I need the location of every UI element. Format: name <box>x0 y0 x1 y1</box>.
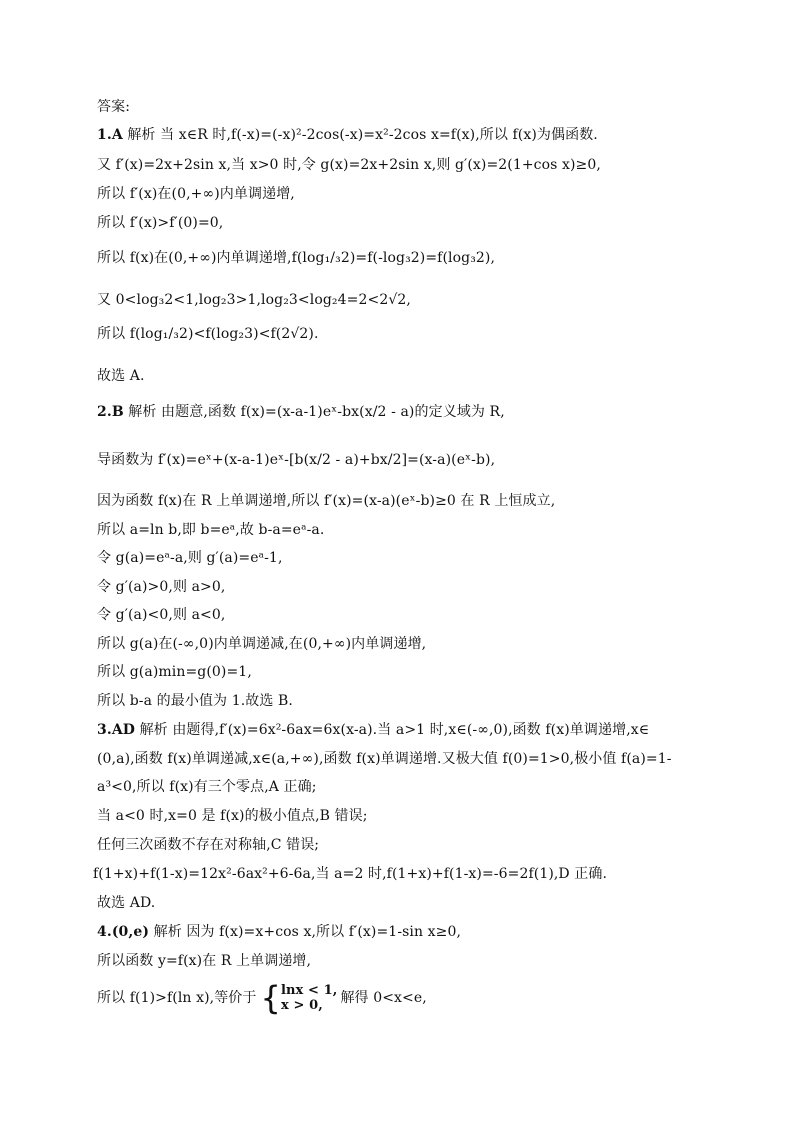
question-number: 3.AD <box>97 722 136 738</box>
line-text: 所以 f(log₁/₃2)<f(log₂3)<f(2√2). <box>97 326 319 342</box>
line-text: 解析 当 x∈R 时,f(-x)=(-x)²-2cos(-x)=x²-2cos x=f(x),所以 f(x)为偶函数. <box>122 127 598 143</box>
answer-line <box>97 634 426 654</box>
question-number: 1.A <box>97 127 123 143</box>
line-text: 故选 AD. <box>97 895 156 911</box>
line-text: 所以 a=ln b,即 b=eᵃ,故 b-a=eᵃ-a. <box>97 522 325 538</box>
line-text: 解析 由题得,f′(x)=6x²-6ax=6x(x-a).当 a>1 时,x∈(-∞,0),函数 f(x)单调递增,x∈ <box>135 722 650 738</box>
line-text: 解得 0<x<e, <box>340 990 427 1006</box>
line-text: 任何三次函数不存在对称轴,C 错误; <box>97 837 320 853</box>
answer-line <box>97 662 252 682</box>
answer-line <box>97 806 368 826</box>
answer-line <box>97 290 411 310</box>
answer-line <box>97 491 555 511</box>
answer-line <box>93 864 607 884</box>
line-text: 又 0<log₃2<1,log₂3>1,log₂3<log₂4=2<2√2, <box>97 292 411 308</box>
line-text: 所以函数 y=f(x)在 R 上单调递增, <box>97 953 312 969</box>
answer-line <box>97 366 145 386</box>
equation-system <box>260 979 338 1017</box>
brace-symbol: { <box>260 979 281 1017</box>
line-text: 所以 f(x)在(0,+∞)内单调递增,f(log₁/₃2)=f(-log₃2)=f(log₃2), <box>97 250 496 266</box>
line-text: 当 a<0 时,x=0 是 f(x)的极小值点,B 错误; <box>97 808 368 824</box>
line-text: 所以 b-a 的最小值为 1.故选 B. <box>97 693 293 709</box>
answer-line <box>97 777 317 797</box>
answer-header: 答案: <box>97 99 131 115</box>
line-text: 令 g′(a)>0,则 a>0, <box>97 579 226 595</box>
answer-line <box>97 402 505 422</box>
system-row: x > 0, <box>280 998 323 1013</box>
answer-line <box>97 835 319 855</box>
line-text: a³<0,所以 f(x)有三个零点,A 正确; <box>97 779 317 795</box>
question-number: 4.(0,e) <box>97 924 150 940</box>
line-text: 解析 因为 f(x)=x+cos x,所以 f′(x)=1-sin x≥0, <box>149 924 462 940</box>
answer-line <box>97 213 223 233</box>
line-text: 所以 f(1)>f(ln x),等价于 <box>97 990 257 1006</box>
answer-line <box>97 450 495 470</box>
line-text: 导函数为 f′(x)=eˣ+(x-a-1)eˣ-[b(x/2 - a)+bx/2]=(x-a)(eˣ-b), <box>97 452 496 468</box>
line-text: 所以 g(a)min=g(0)=1, <box>97 664 252 680</box>
question-number: 2.B <box>97 404 124 420</box>
answer-line <box>97 893 155 913</box>
answer-line <box>97 548 283 568</box>
line-text: 令 g′(a)<0,则 a<0, <box>97 607 226 623</box>
answer-line <box>97 324 319 344</box>
answer-line <box>97 691 293 711</box>
answer-line <box>97 922 461 942</box>
line-text: 所以 f′(x)>f′(0)=0, <box>97 215 224 231</box>
line-text: 解析 由题意,函数 f(x)=(x-a-1)eˣ-bx(x/2 - a)的定义域为 R, <box>123 404 505 420</box>
line-text: 又 f′(x)=2x+2sin x,当 x>0 时,令 g(x)=2x+2sin x,则 g′(x)=2(1+cos x)≥0, <box>97 157 601 173</box>
system-row: lnx < 1, <box>280 983 338 998</box>
line-text: 所以 g(a)在(-∞,0)内单调递减,在(0,+∞)内单调递增, <box>97 636 427 652</box>
answer-line <box>97 605 225 625</box>
line-text: (0,a),函数 f(x)单调递减,x∈(a,+∞),函数 f(x)单调递增.又极大值 f(0)=1>0,极小值 f(a)=1- <box>97 751 672 767</box>
answer-line <box>97 520 324 540</box>
line-text: 故选 A. <box>97 368 145 384</box>
answer-line <box>97 125 598 145</box>
line-text: f(1+x)+f(1-x)=12x²-6ax²+6-6a,当 a=2 时,f(1+x)+f(1-x)=-6=2f(1),D 正确. <box>93 866 608 882</box>
answer-line <box>97 184 295 204</box>
answer-line <box>97 951 311 971</box>
answer-line <box>97 979 427 1017</box>
answer-line <box>97 749 672 769</box>
answer-line <box>97 248 495 268</box>
answer-line <box>97 720 649 740</box>
answer-line <box>97 155 601 175</box>
answer-line <box>97 577 225 597</box>
line-text: 令 g(a)=eᵃ-a,则 g′(a)=eᵃ-1, <box>97 550 283 566</box>
line-text: 所以 f′(x)在(0,+∞)内单调递增, <box>97 186 295 202</box>
line-text: 因为函数 f(x)在 R 上单调递增,所以 f′(x)=(x-a)(eˣ-b)≥0 在 R 上恒成立, <box>97 493 556 509</box>
